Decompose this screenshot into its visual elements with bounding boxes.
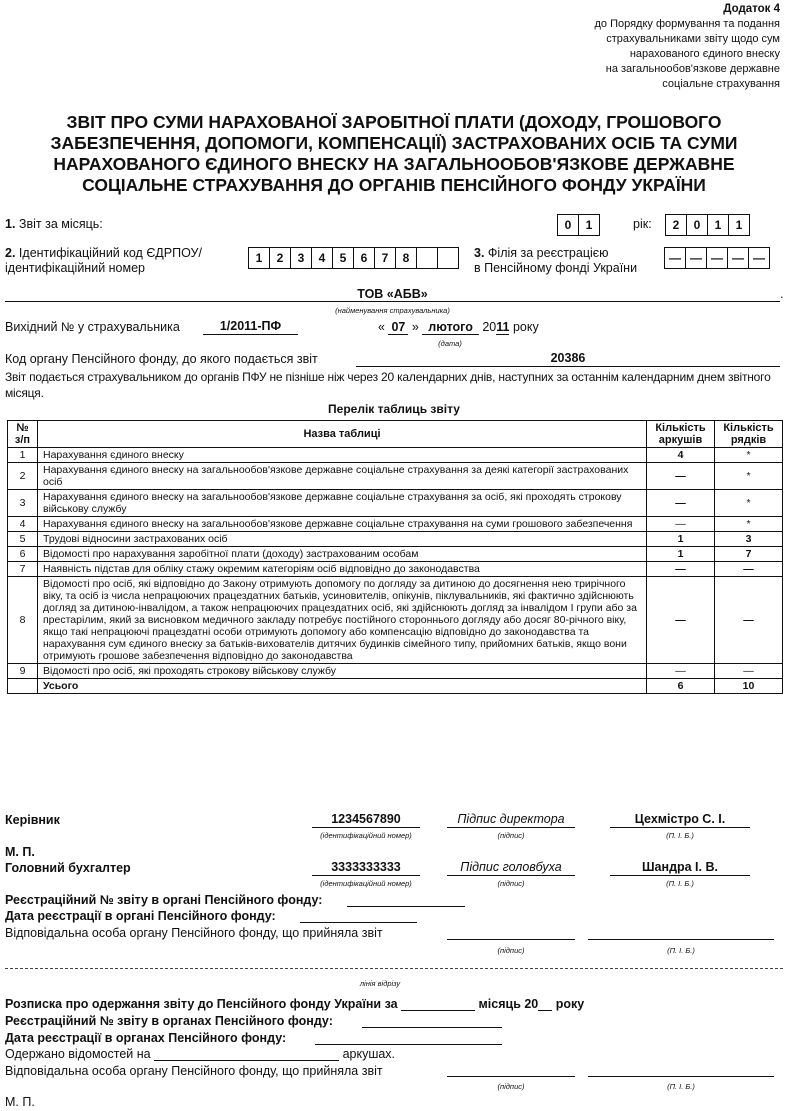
title-line: ЗВІТ ПРО СУМИ НАРАХОВАНОЇ ЗАРОБІТНОЇ ПЛАТИ (ДОХОДУ, ГРОШОВОГО	[66, 112, 722, 132]
month-cells[interactable]	[557, 214, 600, 236]
row-sheets[interactable]: —	[647, 562, 715, 577]
id-digit[interactable]: 2	[269, 248, 290, 268]
receipt-year-field[interactable]	[538, 997, 552, 1011]
row-sheets[interactable]: —	[647, 664, 715, 679]
row-title: Нарахування єдиного внеску на загальнообов'язкове державне соціальне страхування на суми грошового забезпечення	[38, 517, 647, 532]
appendix-line: до Порядку формування та подання	[594, 18, 780, 30]
field-month-label	[5, 217, 103, 231]
year-digit[interactable]: 1	[728, 215, 749, 235]
row-number: 6	[8, 547, 38, 562]
month-digit[interactable]: 1	[578, 215, 599, 235]
sign-caption: (підпис)	[497, 946, 525, 955]
receipt-signature-field[interactable]	[447, 1063, 575, 1077]
year-digit[interactable]: 2	[672, 218, 680, 232]
row-lines[interactable]: *	[715, 490, 783, 517]
id-caption: (ідентифікаційний номер)	[320, 879, 412, 888]
row-sheets[interactable]: 4	[647, 448, 715, 463]
row-title: Відомості про осіб, які відповідно до Закону отримують допомогу по догляду за дитиною до досягнення нею трирічного віку, та осіб із числа непрацюючих працездатних батьків, усиновителів, опікунів, піклувальників, які фактично здійснюють догляд за дитиною-інвалідом, а також непрацюючих працездатних осіб, які здійснюють догляд за інвалідом I групи або за престарілим, який за висновком медичного закладу потребує постійного стороннього догляду або досяг 80-річного віку, якщо такі непрацюючі працездатні особи отримують допомогу або компенсацію відповідно до законодавства та нарахування сум єдиного внеску за батьків-вихователів дитячих будинків сімейного типу, прийомних батьків, якщо вони отримують грошове забезпечення відповідно до законодавства	[38, 577, 647, 664]
row-lines[interactable]: 7	[715, 547, 783, 562]
row-title: Нарахування єдиного внеску на загальнообов'язкове державне соціальне страхування за осіб, які проходять строкову військову службу	[38, 490, 647, 517]
receipt-title-part: місяць 20	[478, 997, 539, 1011]
responsible-name-field[interactable]	[588, 926, 774, 940]
col-rows-header: Кількість рядків	[715, 421, 783, 448]
reg-number-label: Реєстраційний № звіту в органі Пенсійного фонду:	[5, 893, 323, 907]
table-row	[8, 490, 783, 517]
row-lines[interactable]: *	[715, 517, 783, 532]
row-lines[interactable]: —	[715, 664, 783, 679]
receipt-month-field[interactable]	[401, 997, 475, 1011]
submission-notice: Звіт подається страхувальником до органів ПФУ не пізніше ніж через 20 календарних днів, наступних за останнім календарним днем звітного місяця.	[5, 370, 771, 400]
receipt-stamp-place: М. П.	[5, 1095, 35, 1109]
field-label: в Пенсійному фонді України	[474, 261, 638, 275]
outgoing-label: Вихідний № у страхувальника	[5, 320, 180, 334]
title-line: СОЦІАЛЬНЕ СТРАХУВАННЯ ДО ОРГАНІВ ПЕНСІЙНОГО ФОНДУ УКРАЇНИ	[82, 175, 706, 195]
appendix-line: соціальне страхування	[662, 78, 780, 90]
quote-open: «	[378, 320, 385, 334]
row-sheets[interactable]: 1	[647, 532, 715, 547]
row-number: 1	[8, 448, 38, 463]
row-sheets[interactable]: —	[647, 463, 715, 490]
field-label: Філія за реєстрацією	[487, 246, 609, 260]
row-title: Відомості про нарахування заробітної плати (доходу) застрахованим особам	[38, 547, 647, 562]
table-row	[8, 562, 783, 577]
head-label: Керівник	[5, 813, 60, 827]
appendix-line: на загальнообов'язкове державне	[605, 63, 780, 75]
field-label: Звіт за місяць:	[18, 217, 103, 231]
row-sheets[interactable]: 1	[647, 547, 715, 562]
row-lines[interactable]: —	[715, 562, 783, 577]
id-digit[interactable]: 5	[332, 248, 353, 268]
appendix-line: страхувальниками звіту щодо сум	[606, 33, 780, 45]
table-row	[8, 547, 783, 562]
received-sheets-field[interactable]	[154, 1047, 339, 1061]
cut-line	[5, 968, 783, 969]
accountant-signature[interactable]: Підпис головбуха	[447, 860, 575, 876]
table-row	[8, 517, 783, 532]
row-title: Нарахування єдиного внеску на загальнообов'язкове державне соціальне страхування за деякі категорії застрахованих осіб	[38, 463, 647, 490]
sign-caption: (підпис)	[497, 879, 525, 888]
col-num-header: № з/п	[8, 421, 38, 448]
id-digit[interactable]	[416, 248, 437, 268]
cut-line-caption: лінія відрізу	[359, 979, 401, 988]
year-digit[interactable]: 0	[686, 215, 707, 235]
date-caption: (дата)	[438, 339, 462, 348]
branch-cell[interactable]: —	[727, 248, 748, 268]
year-digit[interactable]: 1	[707, 215, 728, 235]
row-title: Наявність підстав для обліку стажу окремим категоріям осіб відповідно до законодавства	[38, 562, 647, 577]
field-number: 2.	[5, 246, 16, 260]
insurer-caption: (найменування страхувальника)	[335, 306, 450, 315]
row-lines[interactable]: 3	[715, 532, 783, 547]
receipt-title	[5, 997, 584, 1011]
row-title: Трудові відносини застрахованих осіб	[38, 532, 647, 547]
report-title	[10, 112, 778, 196]
appendix-heading: Додаток 4	[723, 3, 780, 15]
field-label: ідентифікаційний номер	[5, 261, 146, 275]
sign-caption: (підпис)	[497, 1082, 525, 1091]
stamp-place: М. П.	[5, 845, 35, 859]
field-number: 3.	[474, 246, 485, 260]
date-day[interactable]: 07	[388, 320, 408, 335]
outgoing-date[interactable]	[378, 320, 539, 334]
branch-cells[interactable]	[664, 247, 770, 269]
head-name[interactable]: Цехмістро С. І.	[610, 812, 750, 828]
row-number: 8	[8, 577, 38, 664]
name-caption: (П. І. Б.)	[667, 1082, 695, 1091]
row-number: 9	[8, 664, 38, 679]
id-digit[interactable]: 4	[311, 248, 332, 268]
receipt-title-part: Розписка про одержання звіту до Пенсійного фонду України за	[5, 997, 398, 1011]
row-number: 4	[8, 517, 38, 532]
table-row	[8, 448, 783, 463]
head-id[interactable]: 1234567890	[312, 812, 420, 828]
row-sheets[interactable]: —	[647, 490, 715, 517]
tables-list	[7, 420, 783, 694]
field-label: Ідентифікаційний код ЄДРПОУ/	[18, 246, 202, 260]
total-empty-cell	[8, 679, 38, 694]
title-line: ЗАБЕЗПЕЧЕННЯ, ДОПОМОГИ, КОМПЕНСАЦІЇ) ЗАСТРАХОВАНИХ ОСІБ ТА СУМИ	[50, 133, 738, 153]
id-code-cells[interactable]	[248, 247, 459, 269]
receipt-received	[5, 1047, 395, 1061]
received-label: Одержано відомостей на	[5, 1047, 151, 1061]
receipt-reg-date-label: Дата реєстрації в органах Пенсійного фонду:	[5, 1031, 287, 1045]
appendix-line: нарахованого єдиного внеску	[629, 48, 780, 60]
receipt-reg-number-field[interactable]	[362, 1013, 502, 1028]
receipt-responsible-label: Відповідальна особа органу Пенсійного фонду, що прийняла звіт	[5, 1064, 383, 1078]
table-caption: Перелік таблиць звіту	[328, 402, 460, 416]
table-row	[8, 532, 783, 547]
insurer-name[interactable]: ТОВ «АБВ»	[5, 287, 780, 302]
pf-code-value[interactable]: 20386	[356, 351, 780, 367]
table-header-row	[8, 421, 783, 448]
total-label: Усього	[38, 679, 647, 694]
branch-cell[interactable]: —	[748, 248, 769, 268]
outgoing-number[interactable]: 1/2011-ПФ	[203, 319, 298, 335]
row-lines[interactable]: *	[715, 448, 783, 463]
quote-close: »	[411, 320, 419, 334]
id-digit[interactable]: 1	[255, 251, 263, 265]
year-prefix: 20	[482, 320, 497, 334]
total-sheets[interactable]: 6	[647, 679, 715, 694]
table-row	[8, 577, 783, 664]
accountant-label: Головний бухгалтер	[5, 861, 131, 875]
id-digit[interactable]: 7	[374, 248, 395, 268]
month-digit[interactable]: 0	[564, 218, 572, 232]
sign-caption: (підпис)	[497, 831, 525, 840]
row-number: 3	[8, 490, 38, 517]
accountant-id[interactable]: 3333333333	[312, 860, 420, 876]
id-caption: (ідентифікаційний номер)	[320, 831, 412, 840]
id-digit[interactable]: 6	[353, 248, 374, 268]
branch-cell[interactable]: —	[706, 248, 727, 268]
id-digit[interactable]: 8	[395, 248, 416, 268]
head-signature[interactable]: Підпис директора	[447, 812, 575, 828]
table-row	[8, 463, 783, 490]
row-number: 7	[8, 562, 38, 577]
received-suffix: аркушах.	[342, 1047, 396, 1061]
total-lines[interactable]: 10	[715, 679, 783, 694]
receipt-reg-number-label: Реєстраційний № звіту в органах Пенсійного фонду:	[5, 1014, 333, 1028]
title-line: НАРАХОВАНОГО ЄДИНОГО ВНЕСКУ НА ЗАГАЛЬНООБОВ'ЯЗКОВЕ ДЕРЖАВНЕ	[53, 154, 735, 174]
id-digit[interactable]	[437, 248, 458, 268]
receipt-title-part: року	[555, 997, 585, 1011]
accountant-name[interactable]: Шандра І. В.	[610, 860, 750, 876]
name-caption: (П. І. Б.)	[666, 879, 694, 888]
responsible-label: Відповідальна особа органу Пенсійного фонду, що прийняла звіт	[5, 926, 383, 940]
reg-date-label: Дата реєстрації в органі Пенсійного фонду:	[5, 909, 276, 923]
table-total-row	[8, 679, 783, 694]
reg-number-field[interactable]	[347, 892, 465, 907]
date-month[interactable]: лютого	[422, 320, 479, 335]
appendix-block	[520, 2, 780, 92]
row-title: Нарахування єдиного внеску	[38, 448, 647, 463]
row-number: 5	[8, 532, 38, 547]
col-name-header: Назва таблиці	[38, 421, 647, 448]
insurer-dot: .	[780, 287, 784, 301]
field-id-label	[5, 246, 202, 276]
year-suffix[interactable]: 11	[496, 320, 510, 334]
branch-cell[interactable]: —	[669, 251, 681, 265]
row-sheets[interactable]: —	[647, 577, 715, 664]
col-sheets-header: Кількість аркушів	[647, 421, 715, 448]
year-label: рік:	[633, 217, 652, 231]
row-number: 2	[8, 463, 38, 490]
id-digit[interactable]: 3	[290, 248, 311, 268]
receipt-reg-date-field[interactable]	[315, 1030, 502, 1045]
row-title: Відомості про осіб, які проходять строкову військову службу	[38, 664, 647, 679]
pf-code-label: Код органу Пенсійного фонду, до якого подається звіт	[5, 352, 318, 366]
branch-cell[interactable]: —	[685, 248, 706, 268]
field-branch-label	[474, 246, 637, 276]
receipt-name-field[interactable]	[588, 1063, 774, 1077]
row-lines[interactable]: —	[715, 577, 783, 664]
row-lines[interactable]: *	[715, 463, 783, 490]
table-row	[8, 664, 783, 679]
year-cells[interactable]	[665, 214, 750, 236]
year-word: року	[512, 320, 539, 334]
field-number: 1.	[5, 217, 16, 231]
name-caption: (П. І. Б.)	[666, 831, 694, 840]
reg-date-field[interactable]	[300, 908, 417, 923]
row-sheets[interactable]: —	[647, 517, 715, 532]
name-caption: (П. І. Б.)	[667, 946, 695, 955]
responsible-signature-field[interactable]	[447, 926, 575, 940]
